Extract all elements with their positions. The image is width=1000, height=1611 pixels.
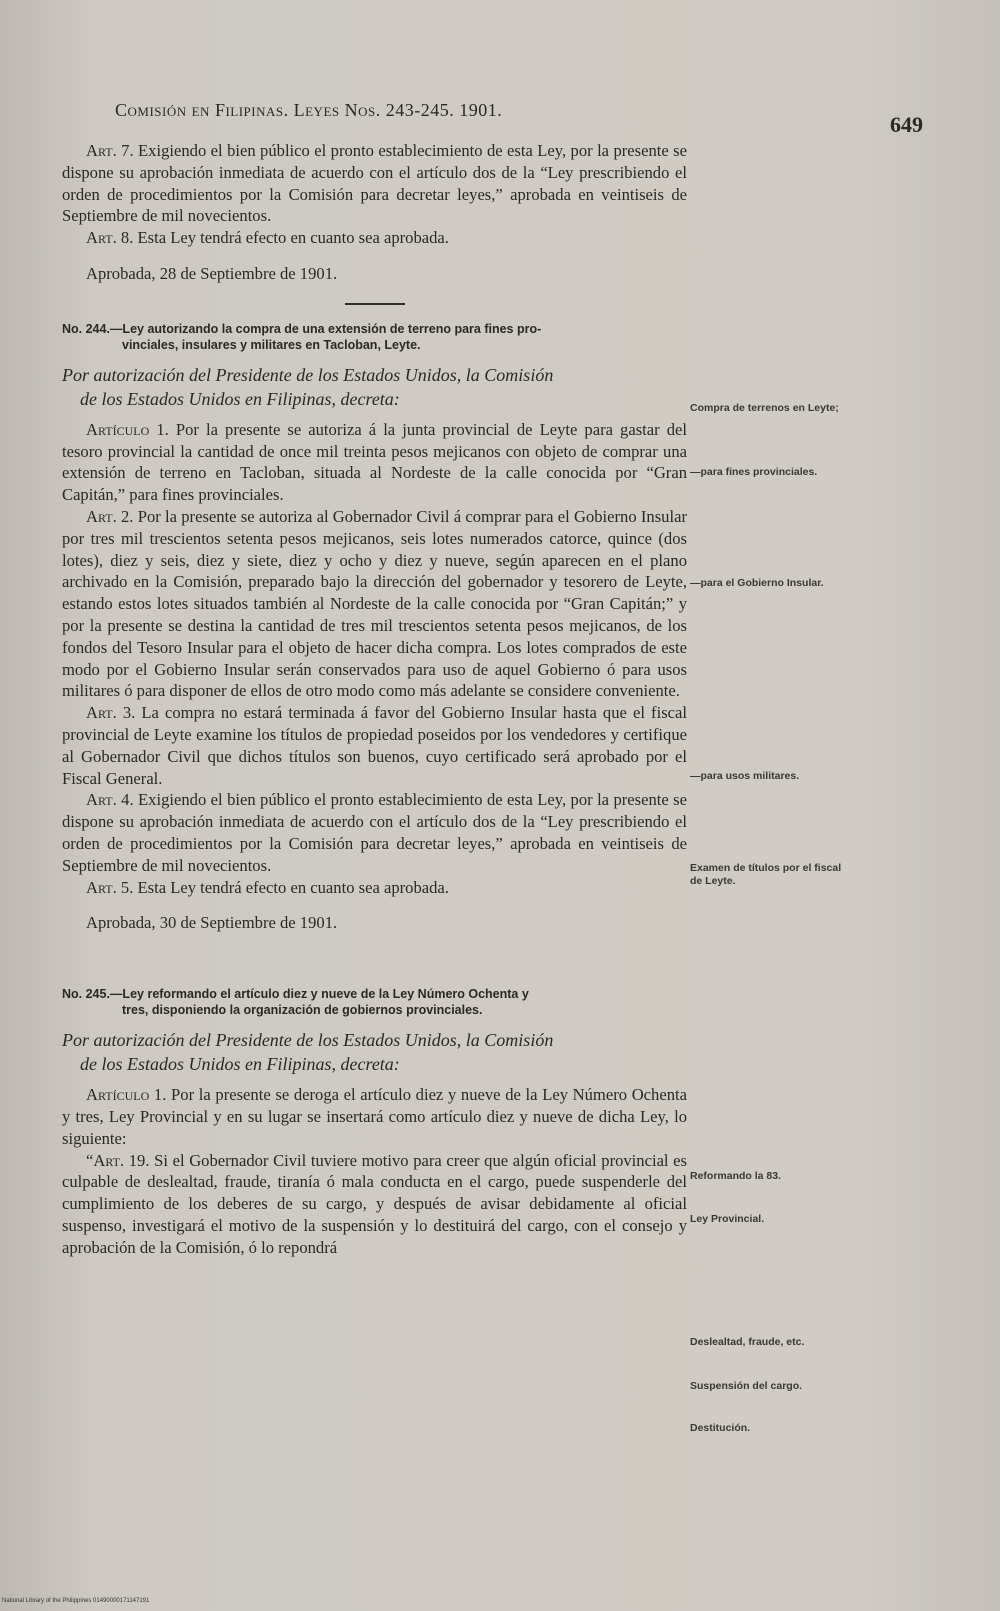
law-244-article-5: Art. 5. Esta Ley tendrá efecto en cuanto sea aprobada. bbox=[86, 877, 449, 897]
margin-note: Reformando la 83. bbox=[690, 1170, 782, 1182]
article-7: Art. 7. Exigiendo el bien público el pronto establecimiento de esta Ley, por la presente se dispone su aprobación inmediata de acuerdo con el artículo dos de la “Ley prescribiendo el orden de procedimientos por la Comisión para decretar leyes,” aprobada en veintiseis de Septiembre de mil novecientos. bbox=[62, 141, 687, 226]
page-number: 649 bbox=[890, 112, 923, 137]
margin-note: Ley Provincial. bbox=[690, 1213, 765, 1225]
law-245-article-19: “Art. 19. Si el Gobernador Civil tuviere motivo para creer que algún oficial provincial es culpable de deslealtad, fraude, tiranía ó mala conducta en el cargo, puede suspenderle del cumplimiento de los deberes de su cargo, y después de avisar debidamente al oficial suspenso, investigará el motivo de la suspensión y lo destituirá del cargo, con el consejo y aprobación de la Comisión, ó lo repondrá bbox=[62, 1150, 687, 1257]
section-divider bbox=[345, 303, 405, 305]
law-244-article-4: Art. 4. Exigiendo el bien público el pronto establecimiento de esta Ley, por la presente se dispone su aprobación inmediata de acuerdo con el artículo dos de la “Ley prescribiendo el orden de procedimientos por la Comisión para decretar leyes,” aprobada en veintiseis de Septiembre de mil novecientos. bbox=[62, 790, 687, 875]
law-244-title: No. 244.—Ley autorizando la compra de una extensión de terreno para fines pro- vinciales, insulares y militares en Tacloban, Leyte. bbox=[62, 321, 542, 352]
law-244-preamble: Por autorización del Presidente de los Estados Unidos, la Comisión de los Estados Unidos en Filipinas, decreta: bbox=[62, 364, 554, 409]
law-245-title: No. 245.—Ley reformando el artículo diez y nueve de la Ley Número Ochenta y tres, disponiendo la organización de gobiernos provinciales. bbox=[62, 987, 529, 1018]
margin-note: —para usos militares. bbox=[690, 770, 800, 782]
law-244-article-2: Art. 2. Por la presente se autoriza al Gobernador Civil á comprar para el Gobierno Insular por tres mil trescientos setenta pesos mejicanos, seis lotes numerados catorce, quince (dos lotes), diez y seis, diez y siete, diez y ocho y diez y nueve, según aparecen en el plano archivado en la Comisión, preparado bajo la dirección del gobernador y tesorero de Leyte, estando estos lotes situados también al Nordeste de la calle conocida por “Gran Capitán;” y por la presente se destina la cantidad de tres mil trescientos setenta pesos mejicanos, de los fondos del Tesoro Insular para el objeto de hacer dicha compra. Los lotes comprados de este modo por el Gobierno Insular serán conservados para uso de aquel Gobierno ó para usos militares ó para disponer de ellos de otro modo como más adelante se considere conveniente. bbox=[62, 506, 687, 701]
approval-date-244: Aprobada, 30 de Septiembre de 1901. bbox=[86, 913, 338, 933]
margin-note: Compra de terrenos en Leyte; bbox=[690, 402, 839, 414]
scan-footer: National Library of the Philippines 01490000171147191 bbox=[2, 1598, 150, 1604]
margin-note: —para fines provinciales. bbox=[690, 466, 818, 478]
law-245-preamble: Por autorización del Presidente de los Estados Unidos, la Comisión de los Estados Unidos en Filipinas, decreta: bbox=[62, 1030, 554, 1075]
margin-note: —para el Gobierno Insular. bbox=[690, 577, 824, 589]
margin-note: Suspensión del cargo. bbox=[690, 1380, 803, 1392]
margin-note: Examen de títulos por el fiscal de Leyte. bbox=[690, 862, 842, 887]
running-header: Comisión en Filipinas. Leyes Nos. 243-245. 1901. bbox=[115, 100, 503, 120]
main-text-column bbox=[62, 140, 687, 1258]
article-8: Art. 8. Esta Ley tendrá efecto en cuanto sea aprobada. bbox=[86, 228, 449, 248]
approval-date-243: Aprobada, 28 de Septiembre de 1901. bbox=[86, 263, 338, 283]
law-244-article-3: Art. 3. La compra no estará terminada á favor del Gobierno Insular hasta que el fiscal provincial de Leyte examine los títulos de propiedad poseidos por los vendedores y certifique al Gobernador Civil que dichos títulos son buenos, cuyo certificado será aprobado por el Fiscal General. bbox=[62, 703, 687, 788]
law-245-article-1: Artículo 1. Por la presente se deroga el artículo diez y nueve de la Ley Número Ochenta y tres, Ley Provincial y en su lugar se insertará como artículo diez y nueve de dicha Ley, lo siguiente: bbox=[62, 1085, 687, 1148]
margin-note: Deslealtad, fraude, etc. bbox=[690, 1336, 805, 1348]
law-244-article-1: Artículo 1. Por la presente se autoriza á la junta provincial de Leyte para gastar del tesoro provincial la cantidad de once mil treinta pesos mejicanos con objeto de comprar una extensión de terreno en Tacloban, situada al Nordeste de la calle conocida por “Gran Capitán,” para fines provinciales. bbox=[62, 419, 687, 505]
margin-note: Destitución. bbox=[690, 1422, 751, 1434]
